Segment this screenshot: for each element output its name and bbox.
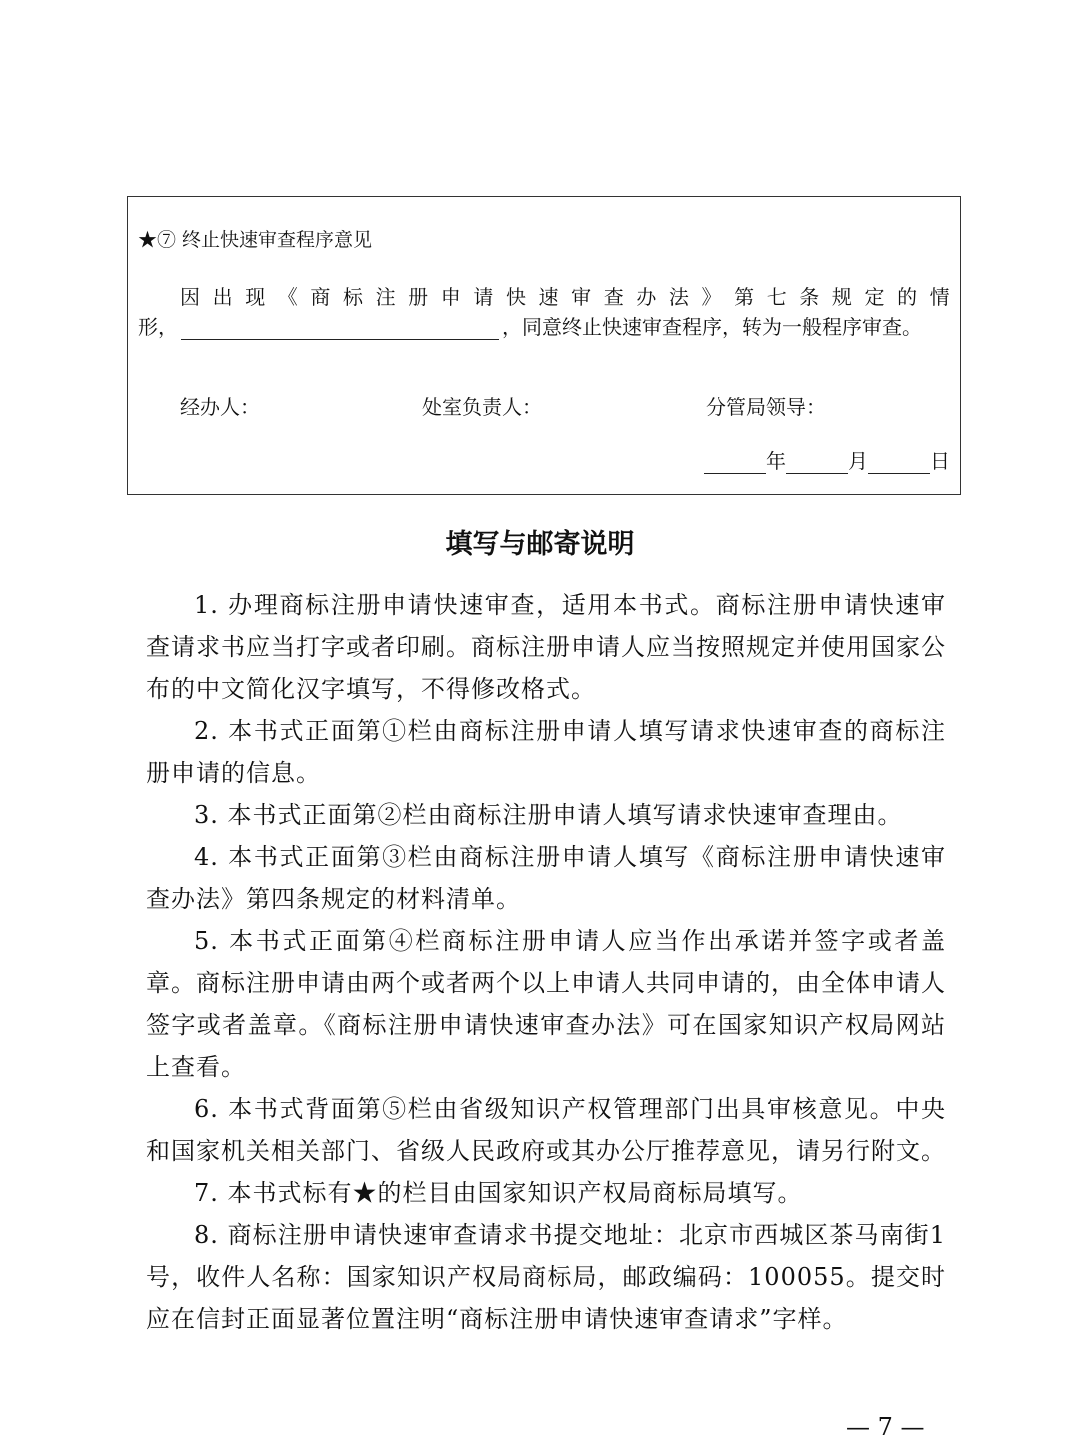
instruction-item-8: 8. 商标注册申请快速审查请求书提交地址：北京市西城区茶马南街1号，收件人名称：国家知识产权局商标局，邮政编码：100055。提交时应在信封正面显著位置注明“商标注册申请快速审查请求”字样。 xyxy=(146,1221,946,1333)
month-blank[interactable] xyxy=(786,453,848,474)
instruction-item-3: 3. 本书式正面第②栏由商标注册申请人填写请求快速审查理由。 xyxy=(194,801,903,829)
bureau-leader-label: 分管局领导： xyxy=(706,395,826,419)
year-blank[interactable] xyxy=(704,453,766,474)
date-line xyxy=(704,445,950,474)
instruction-item-2: 2. 本书式正面第①栏由商标注册申请人填写请求快速审查的商标注册申请的信息。 xyxy=(146,717,946,787)
handler-label: 经办人： xyxy=(180,395,260,419)
instruction-item-7: 7. 本书式标有★的栏目由国家知识产权局商标局填写。 xyxy=(194,1179,803,1207)
instruction-item-4: 4. 本书式正面第③栏由商标注册申请人填写《商标注册申请快速审查办法》第四条规定的材料清单。 xyxy=(146,843,946,913)
day-blank[interactable] xyxy=(868,453,930,474)
opinion-prefix: 形， xyxy=(138,315,178,339)
opinion-text-line2 xyxy=(138,311,950,340)
instruction-item-1: 1. 办理商标注册申请快速审查，适用本书式。商标注册申请快速审查请求书应当打字或者印刷。商标注册申请人应当按照规定并使用国家公布的中文简化汉字填写，不得修改格式。 xyxy=(146,591,946,703)
termination-opinion-box xyxy=(127,196,961,495)
day-label: 日 xyxy=(930,449,950,473)
instructions-heading: 填写与邮寄说明 xyxy=(445,529,635,560)
instruction-item-6: 6. 本书式背面第⑤栏由省级知识产权管理部门出具审核意见。中央和国家机关相关部门、省级人民政府或其办公厅推荐意见，请另行附文。 xyxy=(146,1095,946,1165)
instructions-list xyxy=(146,584,946,1340)
section-head-label: 处室负责人： xyxy=(422,395,542,419)
year-label: 年 xyxy=(766,449,786,473)
instruction-item-5: 5. 本书式正面第④栏商标注册申请人应当作出承诺并签字或者盖章。商标注册申请由两个或者两个以上申请人共同申请的，由全体申请人签字或者盖章。《商标注册申请快速审查办法》可在国家知识产权局网站上查看。 xyxy=(146,927,946,1081)
reason-blank-field[interactable] xyxy=(181,319,499,340)
box-title: ★⑦ 终止快速审查程序意见 xyxy=(138,229,373,251)
month-label: 月 xyxy=(848,449,868,473)
opinion-text-line1: 因 出 现 《 商 标 注 册 申 请 快 速 审 查 办 法 》 第 七 条 规 定 的 情 xyxy=(180,285,950,309)
opinion-suffix: ，同意终止快速审查程序，转为一般程序审查。 xyxy=(502,315,922,339)
page-number: — 7 — xyxy=(846,1413,925,1441)
